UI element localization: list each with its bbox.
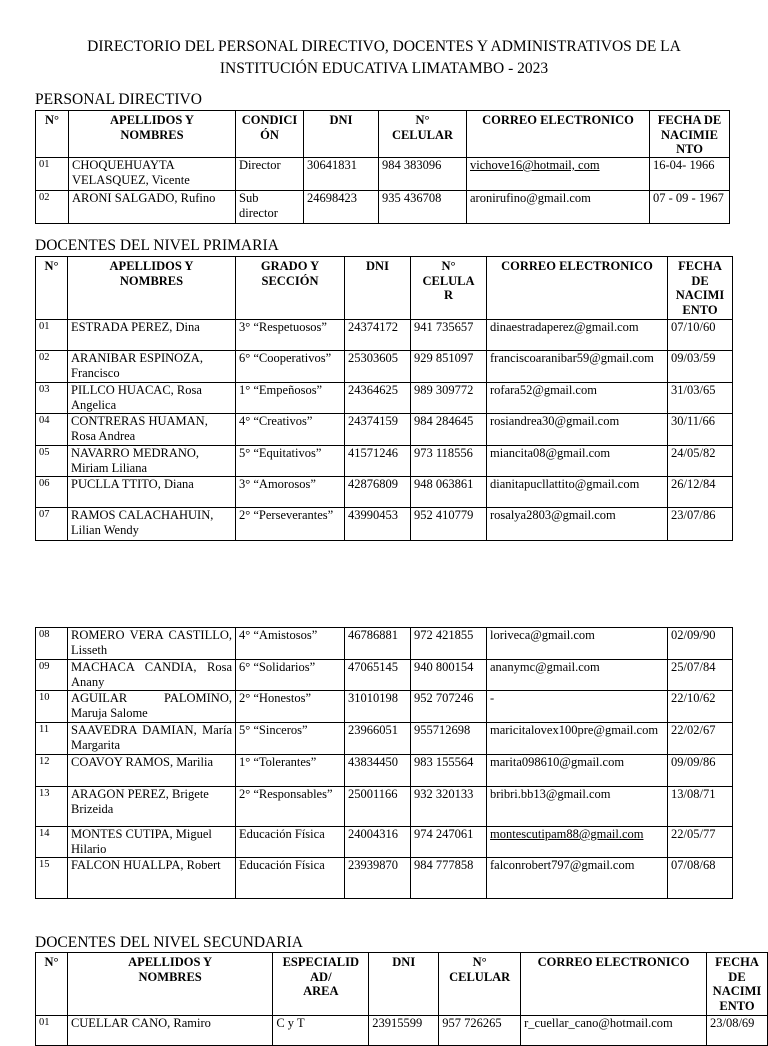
- cell-celular: 940 800154: [411, 660, 487, 691]
- header-apellidos-nombres-line: APELLIDOS Y: [128, 955, 213, 969]
- header-fecha-line: NACIMI: [675, 288, 725, 302]
- cell-fecha: 31/03/65: [668, 383, 733, 414]
- section-heading-directivo: PERSONAL DIRECTIVO: [35, 91, 202, 108]
- cell-dni: 24374159: [345, 414, 411, 446]
- cell-grado: 3° “Respetuosos”: [236, 320, 345, 351]
- header-numero: [36, 953, 68, 1016]
- header-dni-line: DNI: [366, 259, 389, 273]
- table-row: [36, 827, 733, 858]
- cell-apellidos-nombres: MONTES CUTIPA, Miguel Hilario: [68, 827, 236, 858]
- cell-celular: 952 410779: [411, 508, 487, 541]
- cell-fecha: 23/07/86: [668, 508, 733, 541]
- cell-dni: 30641831: [304, 158, 379, 191]
- cell-numero: 02: [36, 351, 68, 383]
- cell-fecha: 07/08/68: [668, 858, 733, 899]
- section-heading-primaria: DOCENTES DEL NIVEL PRIMARIA: [35, 237, 279, 254]
- cell-apellidos-nombres: SAAVEDRA DAMIAN, María Margarita: [68, 723, 236, 755]
- header-fecha-line: DE: [728, 969, 746, 984]
- cell-dni: 43990453: [345, 508, 411, 541]
- cell-correo: rofara52@gmail.com: [487, 383, 668, 414]
- header-fecha-line: NTO: [676, 142, 703, 156]
- cell-celular: 973 118556: [411, 446, 487, 477]
- cell-apellidos-nombres: ARONI SALGADO, Rufino: [69, 191, 236, 224]
- cell-grado: 1° “Tolerantes”: [236, 755, 345, 787]
- header-grado-seccion-line: GRADO Y: [260, 259, 320, 273]
- cell-dni: 23966051: [345, 723, 411, 755]
- cell-numero: 01: [36, 1016, 68, 1046]
- cell-dni: 23915599: [369, 1016, 439, 1046]
- cell-celular: 935 436708: [379, 191, 467, 224]
- cell-fecha: 25/07/84: [668, 660, 733, 691]
- cell-grado: 1° “Empeñosos”: [236, 383, 345, 414]
- cell-fecha: 09/09/86: [668, 755, 733, 787]
- cell-grado: 5° “Equitativos”: [236, 446, 345, 477]
- cell-apellidos-nombres: AGUILAR PALOMINO, Maruja Salome: [68, 691, 236, 723]
- cell-numero: 13: [36, 787, 68, 827]
- header-celular-line: N°: [415, 113, 430, 127]
- cell-dni: 41571246: [345, 446, 411, 477]
- cell-fecha: 02/09/90: [668, 628, 733, 660]
- cell-correo: loriveca@gmail.com: [487, 628, 668, 660]
- cell-esp: C y T: [273, 1016, 369, 1046]
- header-celular: [411, 257, 487, 320]
- cell-grado: 6° “Solidarios”: [236, 660, 345, 691]
- cell-grado: 6° “Cooperativos”: [236, 351, 345, 383]
- header-fecha-line: FECHA: [715, 955, 759, 969]
- header-correo: [521, 953, 707, 1016]
- header-celular-line: CELULA: [422, 273, 475, 288]
- cell-dni: 24374172: [345, 320, 411, 351]
- cell-apellidos-nombres: NAVARRO MEDRANO, Miriam Liliana: [68, 446, 236, 477]
- header-correo: [467, 111, 650, 158]
- header-correo-line: CORREO ELECTRONICO: [482, 113, 634, 127]
- header-celular: [439, 953, 521, 1016]
- cell-correo: ananymc@gmail.com: [487, 660, 668, 691]
- table-row: [36, 723, 733, 755]
- header-apellidos-nombres: [69, 111, 236, 158]
- cell-numero: 08: [36, 628, 68, 660]
- header-apellidos-nombres-line: APELLIDOS Y: [109, 259, 194, 273]
- cell-apellidos-nombres: CHOQUEHUAYTA VELASQUEZ, Vicente: [69, 158, 236, 191]
- cell-fecha: 07 - 09 - 1967: [650, 191, 730, 224]
- header-correo-line: CORREO ELECTRONICO: [537, 955, 690, 969]
- table-docentes-secundaria: [35, 952, 768, 1046]
- cell-celular: 972 421855: [411, 628, 487, 660]
- cell-apellidos-nombres: CONTRERAS HUAMAN, Rosa Andrea: [68, 414, 236, 446]
- cell-numero: 03: [36, 383, 68, 414]
- table-row: [36, 660, 733, 691]
- table-row: [36, 628, 733, 660]
- cell-numero: 02: [36, 191, 69, 224]
- cell-apellidos-nombres: ARAGON PEREZ, Brigete Brizeida: [68, 787, 236, 827]
- cell-dni: 46786881: [345, 628, 411, 660]
- header-fecha-line: ENTO: [719, 998, 755, 1013]
- header-especialidad-area: [273, 953, 369, 1016]
- cell-apellidos-nombres: ESTRADA PEREZ, Dina: [68, 320, 236, 351]
- cell-correo: montescutipam88@gmail.com: [487, 827, 668, 858]
- header-dni-line: DNI: [329, 113, 353, 127]
- table-row: [36, 191, 730, 224]
- header-apellidos-nombres-line: APELLIDOS Y: [110, 113, 194, 127]
- header-especialidad-area-line: AD/: [310, 969, 332, 984]
- cell-dni: 42876809: [345, 477, 411, 508]
- cell-celular: 948 063861: [411, 477, 487, 508]
- table-row: [36, 858, 733, 899]
- table-docentes-primaria-continuation: [35, 627, 733, 899]
- header-numero-line: N°: [44, 113, 60, 127]
- header-celular-line: N°: [472, 955, 487, 969]
- cell-celular: 984 777858: [411, 858, 487, 899]
- header-fecha-line: DE: [691, 273, 709, 288]
- table-row: [36, 446, 733, 477]
- cell-apellidos-nombres: MACHACA CANDIA, Rosa Anany: [68, 660, 236, 691]
- header-apellidos-nombres: [68, 257, 236, 320]
- section-heading-secundaria: DOCENTES DEL NIVEL SECUNDARIA: [35, 934, 303, 951]
- header-dni: [345, 257, 411, 320]
- cell-fecha: 16-04- 1966: [650, 158, 730, 191]
- cell-numero: 06: [36, 477, 68, 508]
- cell-celular: 941 735657: [411, 320, 487, 351]
- cell-celular: 929 851097: [411, 351, 487, 383]
- header-correo: [487, 257, 668, 320]
- table-row: [36, 508, 733, 541]
- cell-apellidos-nombres: PILLCO HUACAC, Rosa Angelica: [68, 383, 236, 414]
- cell-fecha: 22/05/77: [668, 827, 733, 858]
- cell-correo: marita098610@gmail.com: [487, 755, 668, 787]
- header-numero: [36, 111, 69, 158]
- cell-grado: 2° “Responsables”: [236, 787, 345, 827]
- cell-apellidos-nombres: ARANIBAR ESPINOZA, Francisco: [68, 351, 236, 383]
- cell-dni: 25001166: [345, 787, 411, 827]
- cell-correo: vichove16@hotmail, com: [467, 158, 650, 191]
- cell-dni: 23939870: [345, 858, 411, 899]
- cell-correo: maricitalovex100pre@gmail.com: [487, 723, 668, 755]
- header-fecha-line: NACIMI: [712, 984, 762, 998]
- cell-apellidos-nombres: PUCLLA TTITO, Diana: [68, 477, 236, 508]
- cell-celular: 974 247061: [411, 827, 487, 858]
- header-fecha: [668, 257, 733, 320]
- cell-correo: dinaestradaperez@gmail.com: [487, 320, 668, 351]
- cell-correo: bribri.bb13@gmail.com: [487, 787, 668, 827]
- cell-correo: aronirufino@gmail.com: [467, 191, 650, 224]
- header-fecha-line: ENTO: [682, 302, 718, 317]
- header-apellidos-nombres-line: NOMBRES: [120, 127, 184, 142]
- cell-numero: 15: [36, 858, 68, 899]
- cell-grado: 4° “Amistosos”: [236, 628, 345, 660]
- cell-correo: miancita08@gmail.com: [487, 446, 668, 477]
- header-condicion-line: CONDICI: [241, 113, 298, 127]
- header-fecha: [706, 953, 767, 1016]
- cell-apellidos-nombres: RAMOS CALACHAHUIN, Lilian Wendy: [68, 508, 236, 541]
- cell-correo: -: [487, 691, 668, 723]
- header-dni: [304, 111, 379, 158]
- cell-grado: Educación Física: [236, 858, 345, 899]
- document-title-line-2: INSTITUCIÓN EDUCATIVA LIMATAMBO - 2023: [219, 60, 549, 77]
- cell-grado: 2° “Honestos”: [236, 691, 345, 723]
- cell-celular: 984 383096: [379, 158, 467, 191]
- header-condicion-line: ÓN: [260, 127, 279, 142]
- cell-apellidos-nombres: COAVOY RAMOS, Marilia: [68, 755, 236, 787]
- cell-cond: Sub director: [236, 191, 304, 224]
- table-row: [36, 691, 733, 723]
- header-correo-line: CORREO ELECTRONICO: [501, 259, 653, 273]
- header-numero-line: N°: [44, 259, 59, 273]
- cell-celular: 989 309772: [411, 383, 487, 414]
- cell-grado: 2° “Perseverantes”: [236, 508, 345, 541]
- cell-fecha: 13/08/71: [668, 787, 733, 827]
- header-fecha-line: FECHA: [678, 259, 722, 273]
- cell-apellidos-nombres: FALCON HUALLPA, Robert: [68, 858, 236, 899]
- table-row: [36, 158, 730, 191]
- document-title-line-1: DIRECTORIO DEL PERSONAL DIRECTIVO, DOCENTES Y ADMINISTRATIVOS DE LA: [87, 38, 681, 55]
- cell-grado: 3° “Amorosos”: [236, 477, 345, 508]
- cell-numero: 01: [36, 158, 69, 191]
- cell-fecha: 22/02/67: [668, 723, 733, 755]
- cell-fecha: 22/10/62: [668, 691, 733, 723]
- cell-correo: franciscoaranibar59@gmail.com: [487, 351, 668, 383]
- table-row: [36, 755, 733, 787]
- cell-dni: 31010198: [345, 691, 411, 723]
- cell-dni: 24698423: [304, 191, 379, 224]
- header-numero-line: N°: [44, 955, 59, 969]
- header-fecha-line: NACIMIE: [661, 127, 718, 142]
- cell-celular: 984 284645: [411, 414, 487, 446]
- cell-fecha: 30/11/66: [668, 414, 733, 446]
- header-celular-line: CELULAR: [391, 127, 454, 142]
- cell-numero: 04: [36, 414, 68, 446]
- header-celular-line: N°: [441, 259, 456, 273]
- document-title: [30, 36, 738, 80]
- header-grado-seccion-line: SECCIÓN: [261, 273, 319, 288]
- header-apellidos-nombres: [67, 953, 272, 1016]
- cell-correo: rosalya2803@gmail.com: [487, 508, 668, 541]
- header-celular-line: R: [443, 288, 454, 302]
- header-especialidad-area-line: ESPECIALID: [282, 955, 359, 969]
- table-row: [36, 383, 733, 414]
- header-dni: [369, 953, 439, 1016]
- header-celular: [379, 111, 467, 158]
- cell-dni: 25303605: [345, 351, 411, 383]
- table-row: [36, 1016, 768, 1046]
- cell-numero: 07: [36, 508, 68, 541]
- header-fecha-line: FECHA DE: [657, 113, 722, 127]
- cell-celular: 955712698: [411, 723, 487, 755]
- cell-celular: 957 726265: [439, 1016, 521, 1046]
- cell-numero: 09: [36, 660, 68, 691]
- header-numero: [36, 257, 68, 320]
- header-condicion: [236, 111, 304, 158]
- cell-numero: 12: [36, 755, 68, 787]
- header-dni-line: DNI: [392, 955, 416, 969]
- cell-numero: 01: [36, 320, 68, 351]
- cell-numero: 05: [36, 446, 68, 477]
- header-grado-seccion: [236, 257, 345, 320]
- cell-apellidos-nombres: CUELLAR CANO, Ramiro: [67, 1016, 272, 1046]
- table-personal-directivo: [35, 110, 730, 224]
- cell-numero: 11: [36, 723, 68, 755]
- table-row: [36, 351, 733, 383]
- cell-correo: rosiandrea30@gmail.com: [487, 414, 668, 446]
- table-row: [36, 477, 733, 508]
- cell-dni: 47065145: [345, 660, 411, 691]
- cell-grado: 4° “Creativos”: [236, 414, 345, 446]
- header-fecha: [650, 111, 730, 158]
- cell-numero: 10: [36, 691, 68, 723]
- cell-fecha: 07/10/60: [668, 320, 733, 351]
- cell-celular: 952 707246: [411, 691, 487, 723]
- cell-fecha: 23/08/69: [706, 1016, 767, 1046]
- header-especialidad-area-line: AREA: [303, 984, 339, 998]
- cell-apellidos-nombres: ROMERO VERA CASTILLO, Lisseth: [68, 628, 236, 660]
- cell-fecha: 24/05/82: [668, 446, 733, 477]
- header-celular-line: CELULAR: [449, 969, 511, 984]
- cell-fecha: 26/12/84: [668, 477, 733, 508]
- table-row: [36, 414, 733, 446]
- cell-celular: 983 155564: [411, 755, 487, 787]
- cell-grado: 5° “Sinceros”: [236, 723, 345, 755]
- cell-correo: r_cuellar_cano@hotmail.com: [521, 1016, 707, 1046]
- header-apellidos-nombres-line: NOMBRES: [138, 969, 202, 984]
- cell-fecha: 09/03/59: [668, 351, 733, 383]
- cell-celular: 932 320133: [411, 787, 487, 827]
- cell-correo: falconrobert797@gmail.com: [487, 858, 668, 899]
- table-docentes-primaria: [35, 256, 733, 541]
- cell-numero: 14: [36, 827, 68, 858]
- table-row: [36, 787, 733, 827]
- cell-dni: 24004316: [345, 827, 411, 858]
- header-apellidos-nombres-line: NOMBRES: [119, 273, 184, 288]
- cell-grado: Educación Física: [236, 827, 345, 858]
- cell-dni: 43834450: [345, 755, 411, 787]
- cell-dni: 24364625: [345, 383, 411, 414]
- cell-correo: dianitapucllattito@gmail.com: [487, 477, 668, 508]
- table-row: [36, 320, 733, 351]
- cell-cond: Director: [236, 158, 304, 191]
